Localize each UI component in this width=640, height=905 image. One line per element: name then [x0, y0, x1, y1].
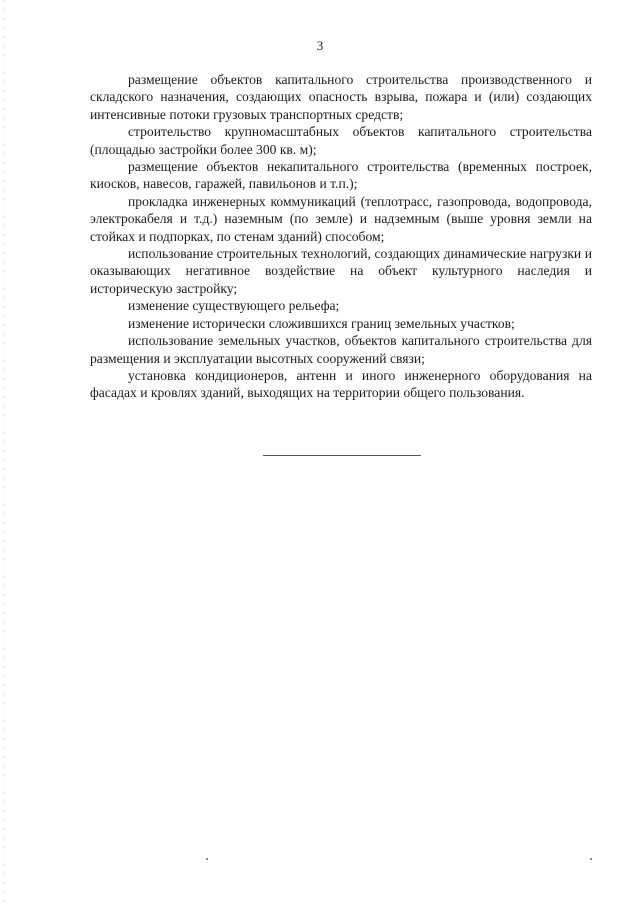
scan-speck: [206, 858, 208, 860]
paragraph: размещение объектов капитального строительства производственного и складского назначения, создающих опасность взрыва, пожара и (или) создающих интенсивные потоки грузовых транспортных средств;: [90, 72, 592, 122]
end-of-text-rule: [263, 455, 421, 456]
scan-speck: [590, 858, 592, 860]
paragraph: изменение существующего рельефа;: [128, 298, 340, 314]
paragraph: использование земельных участков, объектов капитального строительства для размещения и эксплуатации высотных сооружений связи;: [90, 333, 592, 366]
paragraph: строительство крупномасштабных объектов капитального строительства (площадью застройки более 300 кв. м);: [90, 124, 592, 157]
page-number: 3: [316, 38, 324, 53]
paragraph: изменение исторически сложившихся границ земельных участков;: [128, 315, 515, 331]
scan-edge-artifact: [4, 0, 5, 905]
paragraph: использование строительных технологий, создающих динамические нагрузки и оказывающих негативное воздействие на объект культурного наследия и историческую застройку;: [90, 246, 592, 296]
document-body: [90, 71, 592, 402]
paragraph: размещение объектов некапитального строительства (временных построек, киосков, навесов, гаражей, павильонов и т.п.);: [90, 159, 592, 192]
paragraph: установка кондиционеров, антенн и иного инженерного оборудования на фасадах и кровлях зданий, выходящих на территории общего пользования.: [90, 367, 592, 401]
paragraph: прокладка инженерных коммуникаций (теплотрасс, газопровода, водопровода, электрокабеля и т.д.) наземным (по земле) и надземным (выше уровня земли на стойках и подпорках, по стенам зданий) способом;: [90, 193, 592, 244]
